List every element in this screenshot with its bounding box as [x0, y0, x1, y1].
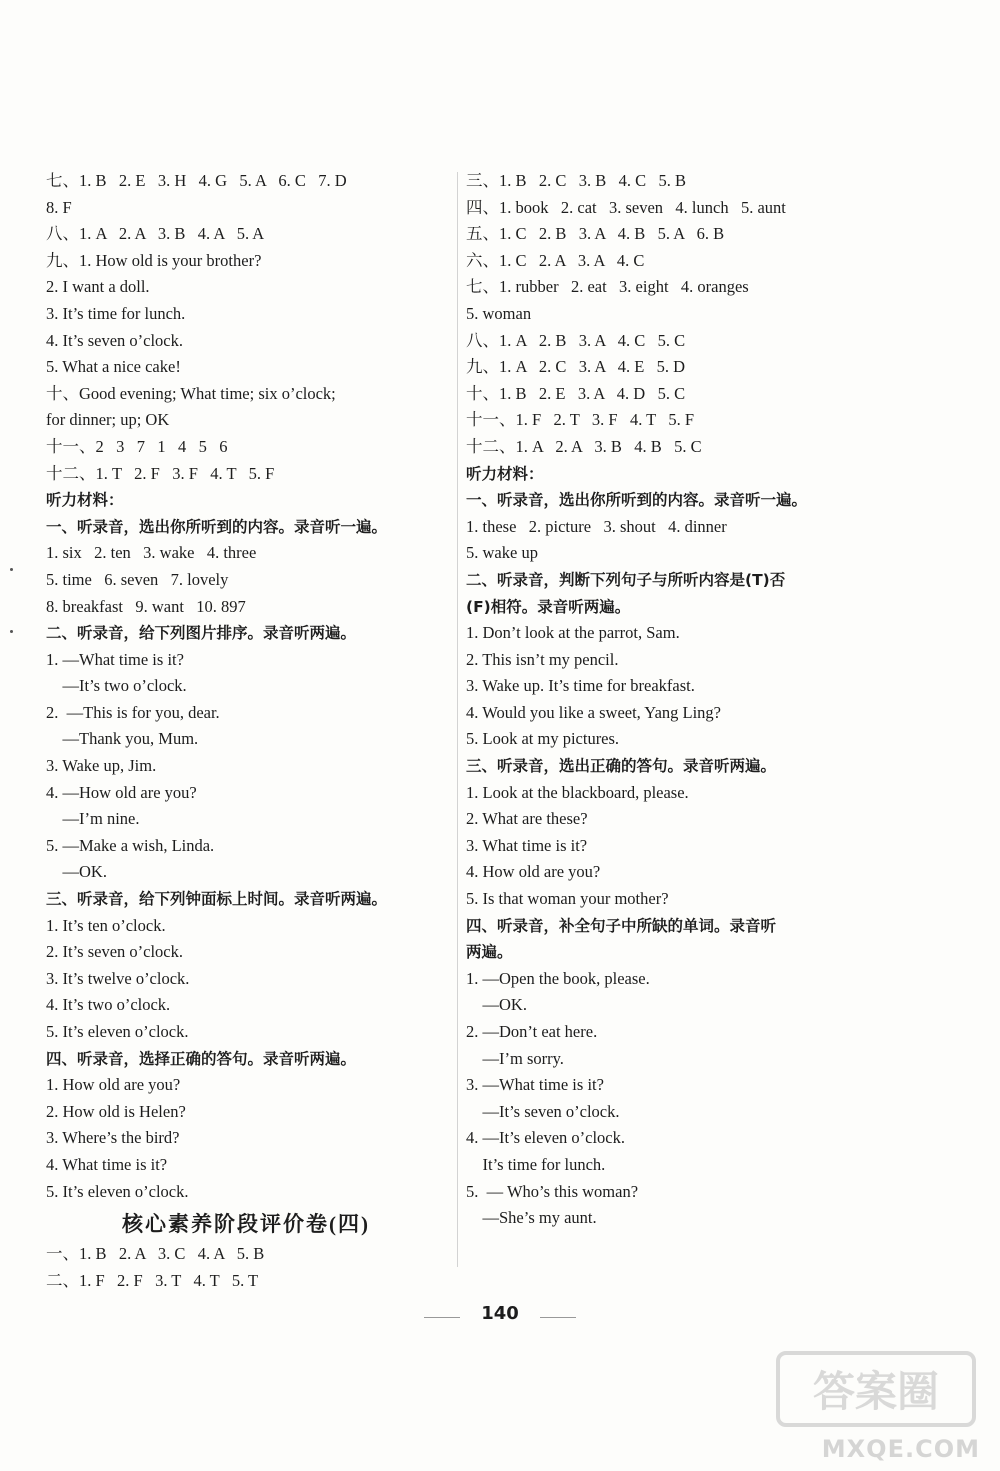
answer-line: —It’s seven o’clock.: [466, 1101, 620, 1121]
answer-line: 3. Wake up. It’s time for breakfast.: [466, 676, 695, 696]
watermark-logo: 答案圈: [776, 1351, 976, 1427]
answer-line: 8. F: [46, 197, 72, 217]
answer-line: 三、1. B 2. C 3. B 4. C 5. B: [466, 171, 687, 190]
section-heading: 四、听录音，补全句子中所缺的单词。录音听: [466, 916, 777, 935]
section-heading: 一、听录音，选出你所听到的内容。录音听一遍。: [46, 517, 388, 536]
answer-line: 2. This isn’t my pencil.: [466, 649, 619, 669]
answer-line: 4. Would you like a sweet, Yang Ling?: [466, 702, 722, 722]
section-heading: 听力材料：: [466, 464, 544, 483]
watermark: [770, 1351, 980, 1463]
answer-line: It’s time for lunch.: [466, 1154, 606, 1174]
answer-line: 二、1. F 2. F 3. T 4. T 5. T: [46, 1270, 259, 1290]
answer-line: 5. — Who’s this woman?: [466, 1181, 639, 1201]
answer-line: 5. It’s eleven o’clock.: [46, 1022, 189, 1041]
right-column: [466, 168, 866, 1232]
answer-line: 4. It’s seven o’clock.: [46, 330, 184, 350]
answer-line: 九、1. A 2. C 3. A 4. E 5. D: [466, 357, 686, 377]
answer-line: 2. —This is for you, dear.: [46, 702, 220, 722]
answer-line: 5. wake up: [466, 543, 538, 563]
answer-line: 2. —Don’t eat here.: [466, 1022, 598, 1041]
answer-line: 5. What a nice cake!: [46, 357, 181, 377]
answer-line: 六、1. C 2. A 3. A 4. C: [466, 250, 645, 270]
answer-line: —She’s my aunt.: [466, 1208, 597, 1228]
answer-line: —OK.: [466, 995, 527, 1015]
section-title: 核心素养阶段评价卷(四): [122, 1212, 370, 1237]
answer-line: —It’s two o’clock.: [46, 676, 187, 696]
answer-line: 2. It’s seven o’clock.: [46, 942, 184, 962]
left-column: [46, 168, 446, 1294]
answer-line: 十二、1. A 2. A 3. B 4. B 5. C: [466, 436, 702, 456]
answer-line: 8. breakfast 9. want 10. 897: [46, 596, 246, 616]
answer-line: 5. time 6. seven 7. lovely: [46, 569, 229, 589]
answer-line: 十一、1. F 2. T 3. F 4. T 5. F: [466, 410, 694, 430]
answer-line: —Thank you, Mum.: [46, 729, 199, 749]
answer-line: 5. Look at my pictures.: [466, 729, 620, 749]
answer-line: 5. —Make a wish, Linda.: [46, 835, 215, 855]
answer-line: 十一、2 3 7 1 4 5 6: [46, 436, 228, 456]
answer-line: 十、1. B 2. E 3. A 4. D 5. C: [466, 383, 686, 403]
answer-line: for dinner; up; OK: [46, 410, 170, 430]
answer-line: 十、Good evening; What time; six o’clock;: [46, 383, 336, 403]
section-heading: 三、听录音，给下列钟面标上时间。录音听两遍。: [46, 890, 388, 909]
answer-line: 3. What time is it?: [466, 835, 588, 855]
answer-line: 九、1. How old is your brother?: [46, 250, 262, 270]
answer-line: 五、1. C 2. B 3. A 4. B 5. A 6. B: [466, 224, 725, 244]
answer-line: 1. —What time is it?: [46, 649, 184, 669]
answer-line: 4. —How old are you?: [46, 782, 197, 802]
answer-line: 十二、1. T 2. F 3. F 4. T 5. F: [46, 463, 275, 483]
answer-line: 3. Where’s the bird?: [46, 1128, 180, 1148]
answer-line: 2. I want a doll.: [46, 277, 150, 297]
answer-line: —I’m nine.: [46, 809, 140, 829]
answer-line: 八、1. A 2. B 3. A 4. C 5. C: [466, 330, 686, 350]
section-heading: 二、听录音，判断下列句子与所听内容是(T)否: [466, 570, 786, 589]
answer-line: 5. It’s eleven o’clock.: [46, 1181, 189, 1201]
section-heading: 二、听录音，给下列图片排序。录音听两遍。: [46, 624, 357, 643]
page-number-rule-right: [540, 1317, 576, 1318]
section-heading: 两遍。: [466, 943, 513, 962]
answer-line: 一、1. B 2. A 3. C 4. A 5. B: [46, 1244, 265, 1264]
section-heading: 四、听录音，选择正确的答句。录音听两遍。: [46, 1049, 357, 1068]
section-heading: (F)相符。录音听两遍。: [466, 597, 631, 616]
answer-line: 5. woman: [466, 303, 532, 323]
scan-speck: [10, 568, 13, 571]
answer-line: 2. What are these?: [466, 809, 588, 829]
answer-line: 3. It’s twelve o’clock.: [46, 968, 190, 988]
section-heading: 三、听录音，选出正确的答句。录音听两遍。: [466, 757, 777, 776]
answer-line: —OK.: [46, 862, 107, 882]
answer-line: 3. Wake up, Jim.: [46, 756, 157, 776]
answer-line: 4. —It’s eleven o’clock.: [466, 1128, 625, 1148]
answer-line: 1. How old are you?: [46, 1075, 181, 1095]
answer-line: 四、1. book 2. cat 3. seven 4. lunch 5. aunt: [466, 197, 786, 217]
answer-line: —I’m sorry.: [466, 1048, 564, 1068]
column-divider: [457, 172, 458, 1267]
answer-line: 4. What time is it?: [46, 1154, 168, 1174]
answer-line: 5. Is that woman your mother?: [466, 889, 669, 909]
page-number: 140: [481, 1303, 519, 1324]
answer-line: 1. It’s ten o’clock.: [46, 915, 166, 935]
answer-line: 1. Look at the blackboard, please.: [466, 782, 689, 802]
section-heading: 听力材料：: [46, 491, 124, 510]
watermark-site: MXQE.COM: [821, 1435, 980, 1463]
answer-line: 4. How old are you?: [466, 862, 601, 882]
answer-line: 3. —What time is it?: [466, 1075, 604, 1095]
answer-line: 3. It’s time for lunch.: [46, 303, 186, 323]
answer-line: 七、1. rubber 2. eat 3. eight 4. oranges: [466, 277, 749, 297]
answer-line: 1. six 2. ten 3. wake 4. three: [46, 543, 257, 563]
answer-line: 1. Don’t look at the parrot, Sam.: [466, 623, 680, 643]
answer-line: 1. these 2. picture 3. shout 4. dinner: [466, 516, 727, 536]
answer-line: 2. How old is Helen?: [46, 1101, 186, 1121]
answer-line: 1. —Open the book, please.: [466, 968, 650, 988]
scan-speck: [10, 630, 13, 633]
answer-line: 4. It’s two o’clock.: [46, 995, 171, 1015]
section-heading: 一、听录音，选出你所听到的内容。录音听一遍。: [466, 491, 808, 510]
answer-line: 八、1. A 2. A 3. B 4. A 5. A: [46, 224, 265, 244]
answer-line: 七、1. B 2. E 3. H 4. G 5. A 6. C 7. D: [46, 171, 347, 190]
